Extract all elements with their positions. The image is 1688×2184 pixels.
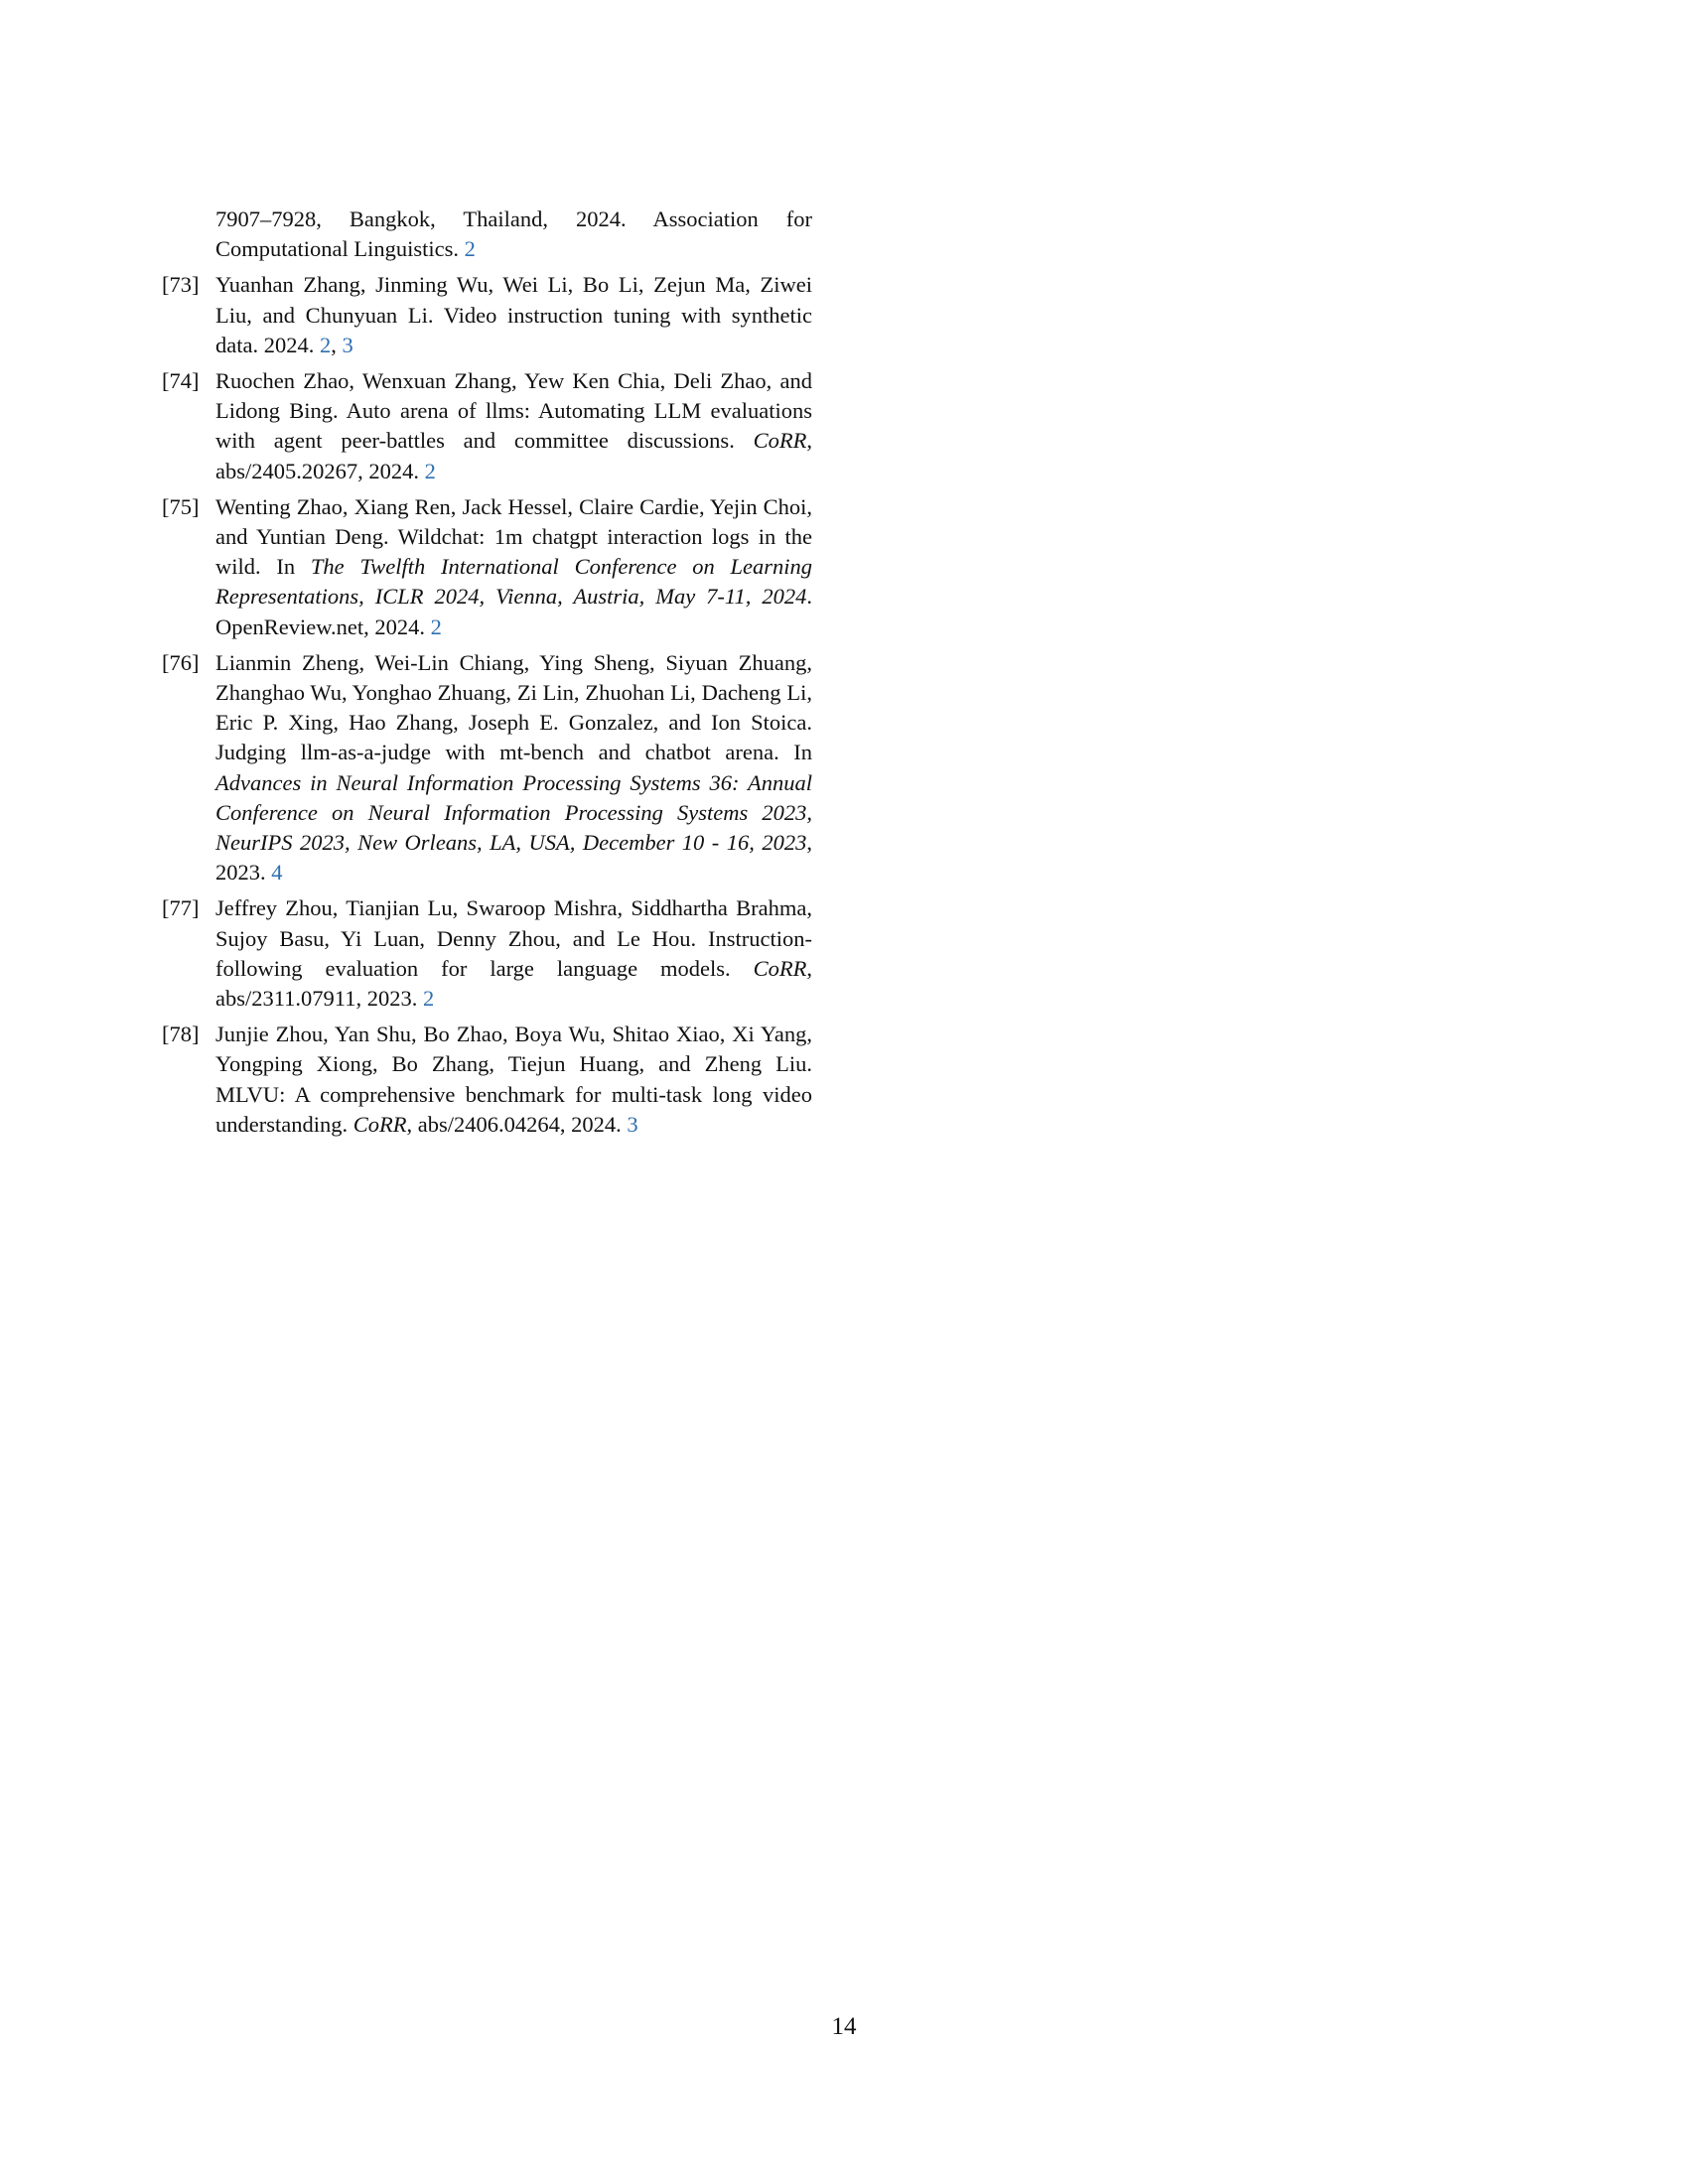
page-backref-link[interactable]: 2 bbox=[430, 614, 442, 639]
reference-text: 7907–7928, Bangkok, Thailand, 2024. Association for Computational Linguistics. bbox=[215, 206, 812, 262]
reference-italic-text: CoRR bbox=[753, 955, 807, 981]
reference-number: [74] bbox=[162, 368, 200, 394]
page-backref-link[interactable]: 2 bbox=[319, 332, 332, 357]
reference-italic-text: The Twelfth International Conference on Learning Representations, ICLR 2024, Vienna, Austria, May 7-11, 2024 bbox=[215, 554, 812, 610]
reference-number: [78] bbox=[162, 1022, 200, 1047]
reference-text: Wenting Zhao, Xiang Ren, Jack Hessel, Claire Cardie, Yejin Choi, and Yuntian Deng. Wildchat: 1m chatgpt interaction logs in the wild. In bbox=[215, 493, 812, 580]
page-backref-link[interactable]: 3 bbox=[342, 332, 353, 357]
reference-italic-text: Advances in Neural Information Processing Systems 36: Annual Conference on Neural Information Processing Systems 2023, NeurIPS 2023, New Orleans, LA, USA, December 10 - 16, 2023 bbox=[215, 769, 812, 856]
reference-text: , abs/2406.04264, 2024. bbox=[406, 1111, 628, 1137]
page-backref-link[interactable]: 2 bbox=[424, 458, 436, 483]
page-backref-link[interactable]: 3 bbox=[627, 1111, 638, 1137]
reference-text: Ruochen Zhao, Wenxuan Zhang, Yew Ken Chia, Deli Zhao, and Lidong Bing. Auto arena of llms: Automating LLM evaluations with agent peer-battles and committee discussions. bbox=[215, 368, 812, 454]
reference-number: [73] bbox=[162, 272, 200, 298]
reference-item bbox=[162, 1020, 812, 1140]
reference-item bbox=[162, 648, 812, 888]
reference-item bbox=[162, 270, 812, 360]
reference-item bbox=[162, 492, 812, 642]
reference-text: Lianmin Zheng, Wei-Lin Chiang, Ying Sheng, Siyuan Zhuang, Zhanghao Wu, Yonghao Zhuang, Zi Lin, Zhuohan Li, Dacheng Li, Eric P. Xing, Hao Zhang, Joseph E. Gonzalez, and Ion Stoica. Judging llm-as-a-judge with mt-bench and chatbot arena. In bbox=[215, 649, 812, 765]
reference-text: , 2023. bbox=[215, 830, 812, 886]
reference-text: Junjie Zhou, Yan Shu, Bo Zhao, Boya Wu, Shitao Xiao, Xi Yang, Yongping Xiong, Bo Zhang, Tiejun Huang, and Zheng Liu. MLVU: A comprehensive benchmark for multi-task long video understanding. bbox=[215, 1022, 812, 1137]
reference-item bbox=[162, 366, 812, 486]
reference-text: , bbox=[331, 332, 343, 357]
page-backref-link[interactable]: 2 bbox=[422, 986, 435, 1012]
reference-text: Yuanhan Zhang, Jinming Wu, Wei Li, Bo Li, Zejun Ma, Ziwei Liu, and Chunyuan Li. Video instruction tuning with synthetic data. 2024. bbox=[215, 272, 812, 357]
reference-number: [76] bbox=[162, 649, 200, 675]
reference-text: Jeffrey Zhou, Tianjian Lu, Swaroop Mishra, Siddhartha Brahma, Sujoy Basu, Yi Luan, Denny Zhou, and Le Hou. Instruction-following evaluation for large language models. bbox=[215, 895, 812, 981]
reference-italic-text: CoRR bbox=[352, 1111, 407, 1137]
reference-item bbox=[162, 893, 812, 1014]
page-number: 14 bbox=[831, 2013, 857, 2040]
reference-italic-text: CoRR bbox=[753, 428, 807, 454]
reference-number: [77] bbox=[162, 895, 200, 921]
page-backref-link[interactable]: 2 bbox=[464, 236, 476, 262]
reference-text: , abs/2405.20267, 2024. bbox=[215, 428, 812, 483]
reference-text: , abs/2311.07911, 2023. bbox=[215, 955, 812, 1012]
reference-number: [75] bbox=[162, 493, 200, 519]
page-backref-link[interactable]: 4 bbox=[271, 860, 283, 886]
references-list bbox=[162, 205, 812, 1146]
reference-item bbox=[162, 205, 812, 264]
reference-text: . OpenReview.net, 2024. bbox=[215, 584, 812, 639]
